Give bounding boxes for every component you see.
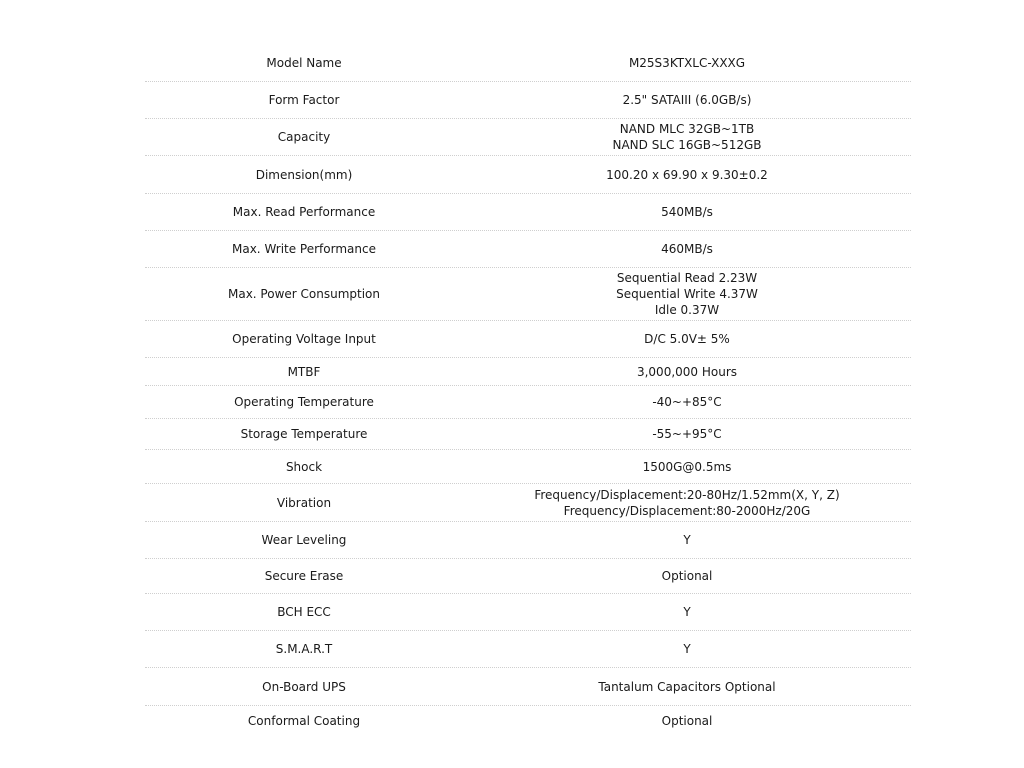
- spec-row: [145, 631, 911, 668]
- spec-row: [145, 321, 911, 358]
- spec-row: [145, 45, 911, 82]
- spec-row: [145, 386, 911, 419]
- spec-label: BCH ECC: [277, 605, 331, 619]
- spec-value-line: Sequential Read 2.23W: [616, 271, 758, 285]
- spec-label: Capacity: [277, 130, 331, 144]
- spec-value-line: Optional: [661, 714, 713, 728]
- spec-value: [463, 364, 911, 380]
- spec-row: [145, 419, 911, 450]
- spec-value: [463, 204, 911, 220]
- spec-value-line: Y: [683, 533, 691, 547]
- spec-row: [145, 594, 911, 631]
- spec-label: Secure Erase: [264, 569, 344, 583]
- spec-label: MTBF: [287, 364, 321, 379]
- spec-value: [463, 532, 911, 548]
- spec-value-line: NAND SLC 16GB~512GB: [612, 138, 762, 152]
- spec-label: Storage Temperature: [240, 427, 368, 441]
- spec-label: Model Name: [266, 56, 342, 70]
- spec-value-line: 2.5" SATAIII (6.0GB/s): [622, 93, 752, 107]
- spec-value-line: 100.20 x 69.90 x 9.30±0.2: [606, 167, 768, 182]
- spec-value: [463, 459, 911, 475]
- spec-row: [145, 119, 911, 156]
- spec-row: [145, 194, 911, 231]
- spec-value-line: Y: [683, 605, 691, 619]
- spec-label: On-Board UPS: [262, 679, 346, 694]
- spec-value-line: Frequency/Displacement:80-2000Hz/20G: [563, 503, 811, 518]
- spec-value-line: -55~+95°C: [652, 427, 722, 441]
- spec-value-line: Optional: [661, 569, 713, 583]
- spec-value-line: Idle 0.37W: [654, 303, 720, 317]
- spec-row: [145, 706, 911, 736]
- spec-label: Shock: [285, 459, 323, 474]
- spec-value-line: 3,000,000 Hours: [636, 364, 738, 379]
- spec-value-line: D/C 5.0V± 5%: [644, 332, 730, 346]
- spec-value-line: NAND MLC 32GB~1TB: [619, 122, 755, 136]
- spec-value: [463, 121, 911, 153]
- spec-value: [463, 92, 911, 108]
- spec-value-line: Sequential Write 4.37W: [616, 287, 758, 301]
- spec-value: [463, 426, 911, 442]
- spec-value: [463, 394, 911, 410]
- spec-value-line: Frequency/Displacement:20-80Hz/1.52mm(X, Y, Z): [534, 487, 840, 502]
- spec-value: [463, 167, 911, 183]
- spec-row: [145, 231, 911, 268]
- spec-row: [145, 522, 911, 559]
- spec-value-line: Y: [683, 642, 691, 656]
- spec-label: Dimension(mm): [255, 167, 353, 182]
- spec-label: Conformal Coating: [247, 714, 361, 728]
- spec-row: [145, 268, 911, 321]
- spec-value: [463, 641, 911, 657]
- spec-value: [463, 713, 911, 729]
- spec-table: [145, 45, 911, 736]
- spec-label: Max. Read Performance: [232, 205, 376, 219]
- spec-label: S.M.A.R.T: [275, 642, 333, 656]
- spec-value: [463, 270, 911, 318]
- spec-value-line: 460MB/s: [661, 242, 713, 256]
- spec-label: Operating Temperature: [234, 395, 374, 409]
- spec-value-line: 540MB/s: [661, 205, 713, 219]
- spec-row: [145, 484, 911, 522]
- spec-row: [145, 559, 911, 594]
- spec-label: Vibration: [276, 495, 332, 510]
- spec-value-line: M25S3KTXLC-XXXG: [628, 56, 746, 70]
- spec-value: [463, 604, 911, 620]
- spec-value: [463, 487, 911, 519]
- spec-row: [145, 668, 911, 706]
- spec-value: [463, 55, 911, 71]
- spec-row: [145, 156, 911, 194]
- spec-value: [463, 331, 911, 347]
- spec-label: Max. Power Consumption: [227, 287, 380, 301]
- spec-row: [145, 358, 911, 386]
- spec-value: [463, 679, 911, 695]
- spec-value: [463, 568, 911, 584]
- spec-value-line: 1500G@0.5ms: [642, 459, 732, 474]
- spec-row: [145, 82, 911, 119]
- spec-row: [145, 450, 911, 484]
- spec-value: [463, 241, 911, 257]
- spec-label: Form Factor: [268, 93, 340, 107]
- spec-label: Max. Write Performance: [232, 242, 376, 256]
- spec-value-line: Tantalum Capacitors Optional: [598, 679, 776, 694]
- spec-value-line: -40~+85°C: [652, 395, 722, 409]
- spec-label: Wear Leveling: [261, 533, 347, 547]
- spec-label: Operating Voltage Input: [232, 332, 376, 346]
